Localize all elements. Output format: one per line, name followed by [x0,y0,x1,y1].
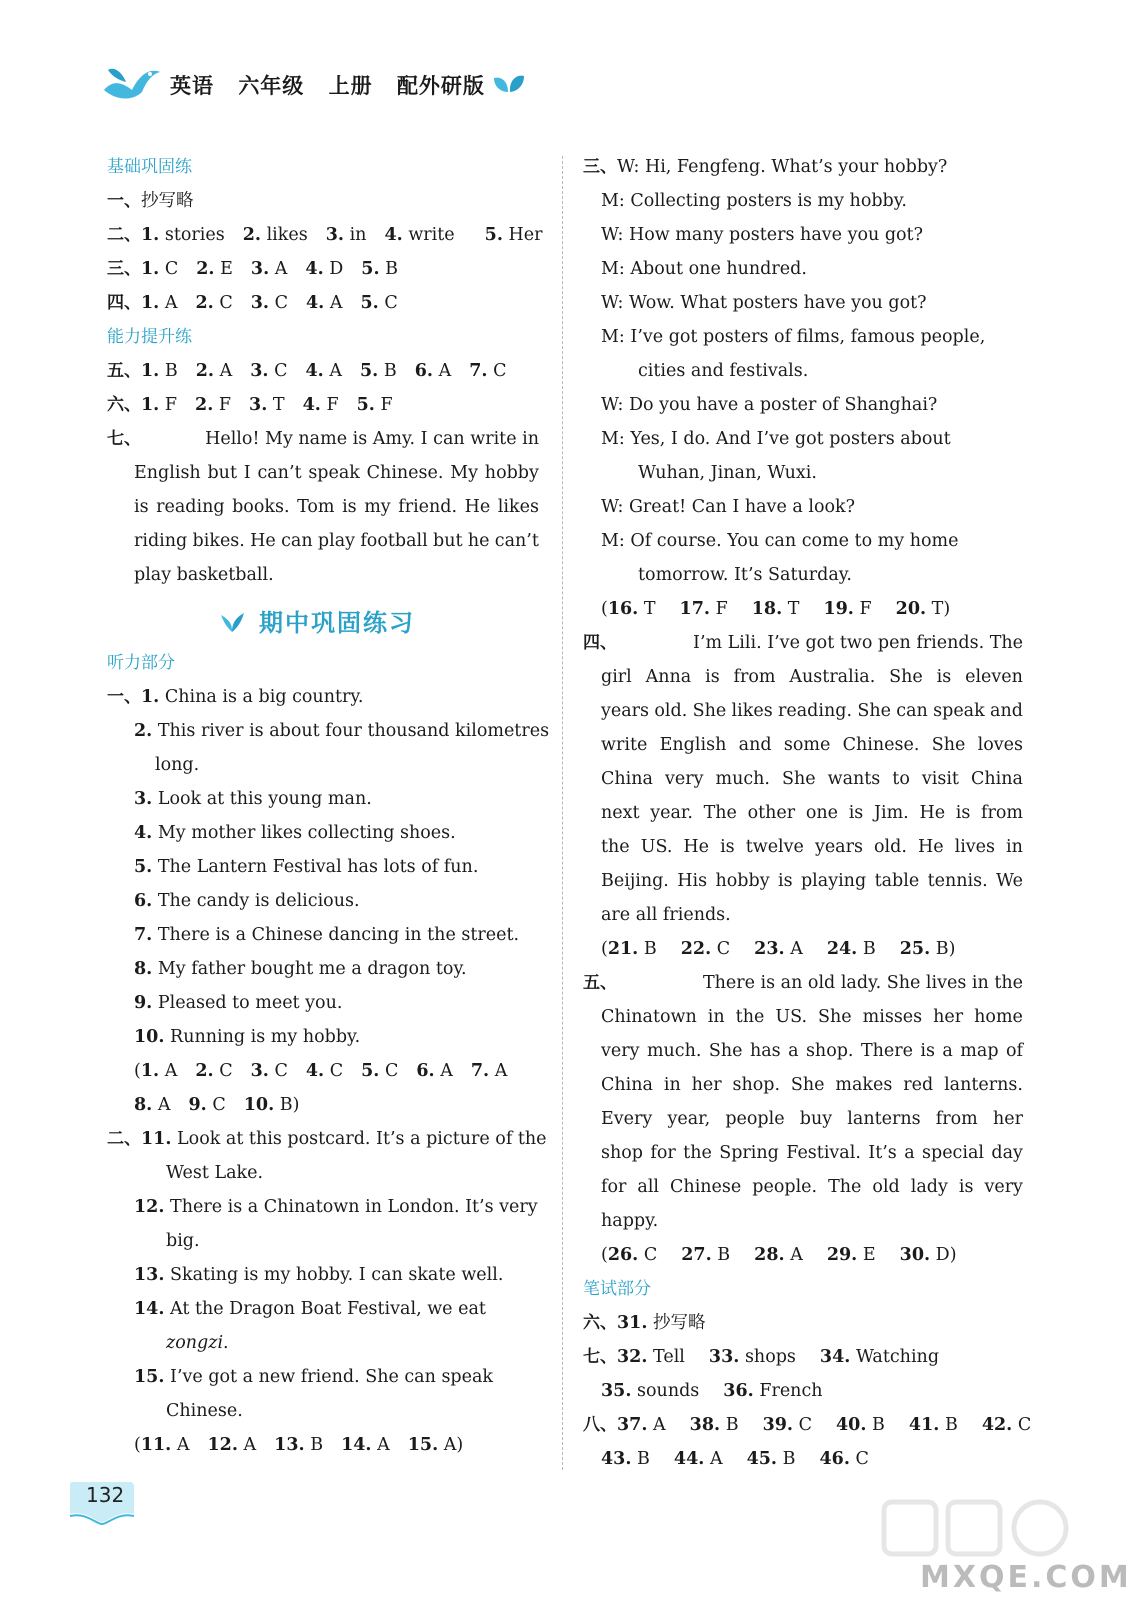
header-volume: 上册 [328,74,373,98]
q5-line-7: for all Chinese people. The old lady is very [601,1177,1023,1197]
q5-answers: (26. C 27. B 28. A 29. E 30. D) [601,1245,957,1265]
section-title-listening: 听力部分 [107,653,175,673]
paragraph-7-line-4: riding bikes. He can play football but he can’t [134,531,539,551]
q3-line-8: M: Yes, I do. And I’ve got posters about [601,429,951,449]
header-grade: 六年级 [238,74,305,98]
q4-answers: (21. B 22. C 23. A 24. B 25. B) [601,939,956,959]
q4-line-2: girl Anna is from Australia. She is eleven [601,667,1023,687]
q2-item-12-cont: big. [166,1231,200,1251]
q1-item-10: 10. Running is my hobby. [134,1027,361,1047]
q3-answers: (16. T 17. F 18. T 19. F 20. T) [601,599,951,619]
section-title-written: 笔试部分 [583,1279,651,1299]
q8-line-2: 43. B 44. A 45. B 46. C [601,1449,869,1469]
q8-line-1: 八、37. A 38. B 39. C 40. B 41. B 42. C [583,1415,1032,1435]
q5-line-4: China in her shop. She makes red lanterns. [601,1075,1023,1095]
right-column [583,150,1032,1476]
q3-line-7: W: Do you have a poster of Shanghai? [601,395,938,415]
q1-item-5: 5. The Lantern Festival has lots of fun. [134,857,479,877]
page-number: 132 [86,1483,125,1507]
q3-line-4: M: About one hundred. [601,259,807,279]
answer-line-2: 二、1. stories 2. likes 3. in 4. write 5. Her [107,225,543,245]
header-subject: 英语 [170,74,214,98]
q4-line-5: China very much. She wants to visit China [601,769,1023,789]
q1-item-3: 3. Look at this young man. [134,789,372,809]
q2-answers: (11. A 12. A 13. B 14. A 15. A) [134,1435,464,1455]
answer-line-4: 四、1. A 2. C 3. C 4. A 5. C [107,293,398,313]
q2-item-11-cont: West Lake. [166,1163,264,1183]
q3-line-5: W: Wow. What posters have you got? [601,293,927,313]
answer-line-5: 五、1. B 2. A 3. C 4. A 5. B 6. A 7. C [107,361,507,381]
q4-line-8: Beijing. His hobby is playing table tennis. We [601,871,1023,891]
bird-logo-icon [100,60,162,104]
q2-item-14: 14. At the Dragon Boat Festival, we eat [134,1299,486,1319]
section-title-basic: 基础巩固练 [107,157,192,177]
q1-item-8: 8. My father bought me a dragon toy. [134,959,467,979]
leaf-icon [492,74,526,96]
answer-line-1: 一、抄写略 [107,191,194,211]
q7-line-1: 七、32. Tell 33. shops 34. Watching [583,1347,940,1367]
q5-line-2: Chinatown in the US. She misses her home [601,1007,1023,1027]
q1-item-4: 4. My mother likes collecting shoes. [134,823,456,843]
q3-line-10-cont: tomorrow. It’s Saturday. [638,565,852,585]
q1-item-7: 7. There is a Chinese dancing in the street. [134,925,520,945]
paragraph-7-line-2: English but I can’t speak Chinese. My hobby [134,463,539,483]
q1-item-9: 9. Pleased to meet you. [134,993,343,1013]
q1-item-1: 一、1. China is a big country. [107,687,364,707]
q2-item-15-cont: Chinese. [166,1401,243,1421]
left-column [107,150,550,1462]
midterm-title: 期中巩固练习 [107,600,539,646]
watermark-stamp-icon [880,1496,1070,1562]
q3-line-2: M: Collecting posters is my hobby. [601,191,907,211]
q5-line-1: 五、 There is an old lady. She lives in the [583,973,1023,993]
q7-line-2: 35. sounds 36. French [601,1381,823,1401]
q3-line-6-cont: cities and festivals. [638,361,809,381]
q3-line-9: W: Great! Can I have a look? [601,497,856,517]
q3-line-3: W: How many posters have you got? [601,225,923,245]
q2-item-14-cont: zongzi. [166,1333,229,1353]
section-title-ability: 能力提升练 [107,327,192,347]
header-title [170,70,501,100]
q1-answers-2: 8. A 9. C 10. B) [134,1095,300,1115]
watermark-text: MXQE.COM [920,1560,1132,1595]
q3-line-8-cont: Wuhan, Jinan, Wuxi. [638,463,817,483]
q4-line-7: the US. He is twelve years old. He lives in [601,837,1023,857]
q5-line-3: very much. She has a shop. There is a map of [601,1041,1023,1061]
q5-line-5: Every year, people buy lanterns from her [601,1109,1023,1129]
q1-item-6: 6. The candy is delicious. [134,891,360,911]
paragraph-7-line-3: is reading books. Tom is my friend. He likes [134,497,539,517]
q1-item-2: 2. This river is about four thousand kilometres [134,721,550,741]
q2-item-12: 12. There is a Chinatown in London. It’s very [134,1197,538,1217]
q2-item-13: 13. Skating is my hobby. I can skate well. [134,1265,504,1285]
q4-line-9: are all friends. [601,905,731,925]
q4-line-6: next year. The other one is Jim. He is from [601,803,1023,823]
q3-line-10: M: Of course. You can come to my home [601,531,959,551]
column-divider [562,156,563,1470]
page-header [100,60,560,110]
answer-line-6: 六、1. F 2. F 3. T 4. F 5. F [107,395,393,415]
q4-line-3: years old. She likes reading. She can speak and [601,701,1023,721]
q3-line-6: M: I’ve got posters of films, famous people, [601,327,986,347]
q1-answers-1: (1. A 2. C 3. C 4. C 5. C 6. A 7. A [134,1061,508,1081]
q2-item-11: 二、11. Look at this postcard. It’s a picture of the [107,1129,547,1149]
q5-line-8: happy. [601,1211,659,1231]
q4-line-1: 四、 I’m Lili. I’ve got two pen friends. The [583,633,1023,653]
q5-line-6: shop for the Spring Festival. It’s a special day [601,1143,1023,1163]
sprout-icon [219,611,245,633]
q3-line-1: 三、W: Hi, Fengfeng. What’s your hobby? [583,157,948,177]
q4-line-4: write English and some Chinese. She loves [601,735,1023,755]
paragraph-7-line-1: 七、 Hello! My name is Amy. I can write in [107,429,539,449]
paragraph-7-line-5: play basketball. [134,565,274,585]
q6-line: 六、31. 抄写略 [583,1313,706,1333]
q2-item-15: 15. I’ve got a new friend. She can speak [134,1367,494,1387]
answer-line-3: 三、1. C 2. E 3. A 4. D 5. B [107,259,399,279]
header-edition: 配外研版 [396,74,485,98]
q1-item-2-cont: long. [155,755,200,775]
